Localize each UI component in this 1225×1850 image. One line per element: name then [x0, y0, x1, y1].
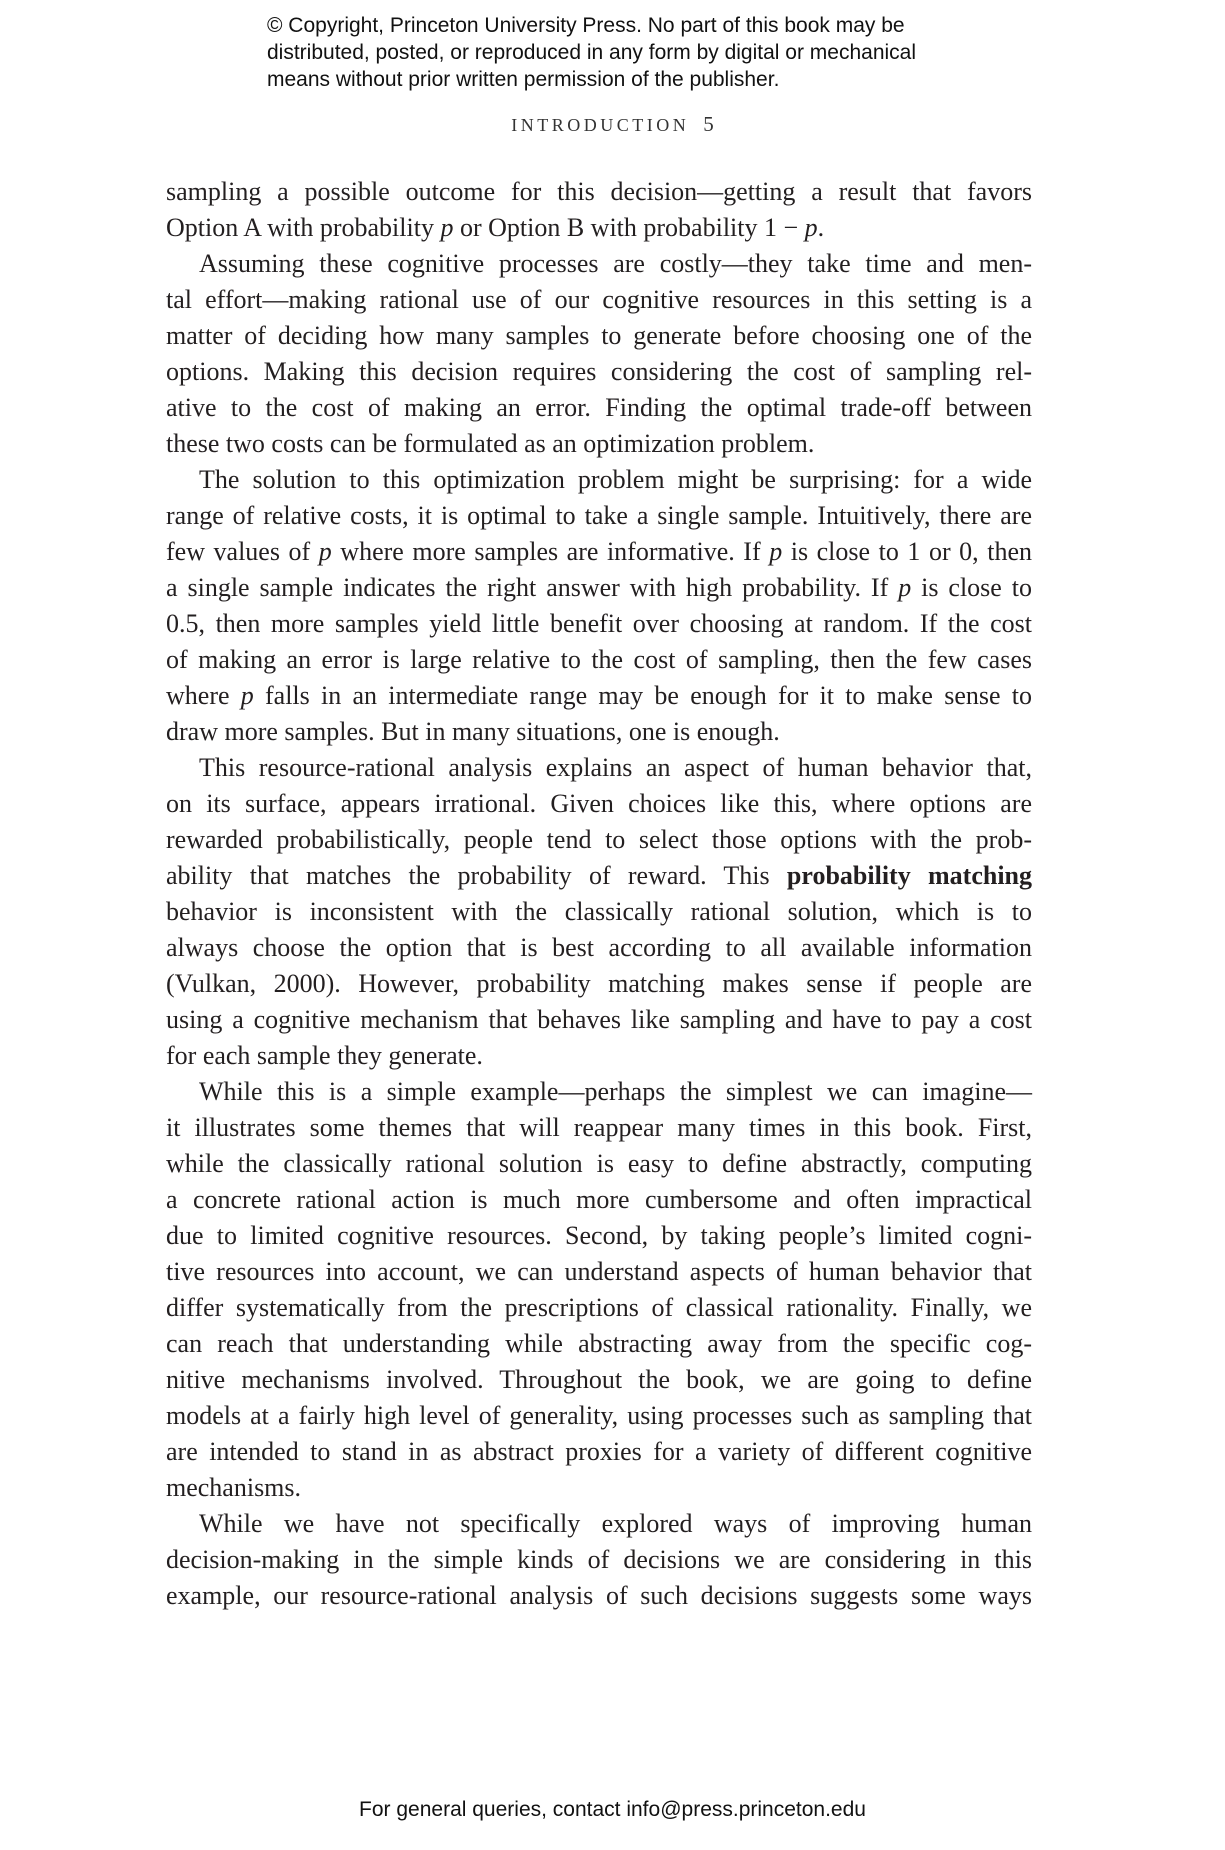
text-run: .: [817, 213, 825, 242]
footer-contact: For general queries, contact info@press.princeton.edu: [359, 1798, 866, 1821]
text-line: [166, 390, 1032, 426]
text-run: ability that matches the probability of reward. This: [166, 861, 787, 890]
text-line: [166, 1542, 1032, 1578]
text-run: are intended to stand in as abstract proxies for a variety of different cognitive: [166, 1437, 1032, 1466]
text-line: [166, 1506, 1032, 1542]
text-run: a single sample indicates the right answer with high probability. If: [166, 573, 899, 602]
key-term: probability matching: [786, 861, 1032, 890]
text-run: decision-making in the simple kinds of decisions we are considering in this: [166, 1545, 1032, 1574]
paragraph: [166, 1506, 1032, 1614]
text-line: [166, 1254, 1032, 1290]
math-variable: p: [769, 537, 783, 566]
text-run: these two costs can be formulated as an optimization problem.: [166, 429, 815, 458]
text-line: [166, 858, 1032, 894]
text-run: rewarded probabilistically, people tend to select those options with the prob-: [166, 825, 1032, 854]
text-line: [166, 1146, 1032, 1182]
running-head: [0, 112, 1225, 137]
text-line: [166, 1578, 1032, 1614]
text-run: behavior is inconsistent with the classically rational solution, which is to: [166, 897, 1032, 926]
text-line: [166, 750, 1032, 786]
text-run: While we have not specifically explored ways of improving human: [199, 1509, 1032, 1538]
text-run: few values of: [166, 537, 319, 566]
text-run: is close to 1 or 0, then: [782, 537, 1032, 566]
text-line: [166, 966, 1032, 1002]
text-line: [166, 1290, 1032, 1326]
text-line: [166, 354, 1032, 390]
text-run: matter of deciding how many samples to generate before choosing one of the: [166, 321, 1032, 350]
text-run: Assuming these cognitive processes are costly—they take time and men-: [199, 249, 1032, 278]
text-line: [166, 1470, 1032, 1506]
text-run: options. Making this decision requires considering the cost of sampling rel-: [166, 357, 1032, 386]
paragraph: [166, 246, 1032, 462]
text-line: [166, 534, 1032, 570]
text-line: [166, 462, 1032, 498]
text-run: (Vulkan, 2000). However, probability matching makes sense if people are: [166, 969, 1032, 998]
text-run: due to limited cognitive resources. Second, by taking people’s limited cogni-: [166, 1221, 1032, 1250]
text-run: ative to the cost of making an error. Finding the optimal trade-off between: [166, 393, 1032, 422]
text-run: differ systematically from the prescriptions of classical rationality. Finally, we: [166, 1293, 1032, 1322]
text-run: draw more samples. But in many situations, one is enough.: [166, 717, 780, 746]
text-run: on its surface, appears irrational. Given choices like this, where options are: [166, 789, 1032, 818]
text-line: [166, 642, 1032, 678]
paragraph: [166, 174, 1032, 246]
text-line: [166, 894, 1032, 930]
paragraph: [166, 462, 1032, 750]
text-line: [166, 1110, 1032, 1146]
text-run: example, our resource-rational analysis of such decisions suggests some ways: [166, 1581, 1032, 1610]
text-line: [166, 282, 1032, 318]
text-run: mechanisms.: [166, 1473, 302, 1502]
text-line: [166, 1074, 1032, 1110]
text-run: always choose the option that is best according to all available information: [166, 933, 1032, 962]
text-run: of making an error is large relative to the cost of sampling, then the few cases: [166, 645, 1032, 674]
text-run: range of relative costs, it is optimal to take a single sample. Intuitively, there are: [166, 501, 1032, 530]
text-line: [166, 1182, 1032, 1218]
text-line: [166, 1002, 1032, 1038]
text-line: [166, 930, 1032, 966]
text-run: models at a fairly high level of generality, using processes such as sampling that: [166, 1401, 1032, 1430]
copyright-line: distributed, posted, or reproduced in any form by digital or mechanical: [267, 41, 917, 64]
text-line: [166, 318, 1032, 354]
text-line: [166, 426, 1032, 462]
text-line: [166, 1326, 1032, 1362]
text-line: [166, 174, 1032, 210]
copyright-line: means without prior written permission of the publisher.: [267, 68, 780, 91]
text-run: 0.5, then more samples yield little benefit over choosing at random. If the cost: [166, 609, 1032, 638]
text-run: or Option B with probability 1 −: [453, 213, 805, 242]
copyright-line: © Copyright, Princeton University Press. No part of this book may be: [267, 14, 905, 37]
text-run: The solution to this optimization problem might be surprising: for a wide: [199, 465, 1032, 494]
text-run: This resource-rational analysis explains an aspect of human behavior that,: [199, 753, 1032, 782]
text-run: nitive mechanisms involved. Throughout the book, we are going to define: [166, 1365, 1032, 1394]
math-variable: p: [240, 681, 254, 710]
text-line: [166, 570, 1032, 606]
text-run: tive resources into account, we can understand aspects of human behavior that: [166, 1257, 1032, 1286]
copyright-notice: [267, 12, 916, 93]
text-line: [166, 1038, 1032, 1074]
text-run: using a cognitive mechanism that behaves like sampling and have to pay a cost: [166, 1005, 1032, 1034]
text-run: While this is a simple example—perhaps the simplest we can imagine—: [199, 1077, 1032, 1106]
text-run: it illustrates some themes that will reappear many times in this book. First,: [166, 1113, 1032, 1142]
text-line: [166, 1434, 1032, 1470]
math-variable: p: [898, 573, 912, 602]
text-run: while the classically rational solution is easy to define abstractly, computing: [166, 1149, 1032, 1178]
text-line: [166, 606, 1032, 642]
text-line: [166, 246, 1032, 282]
text-run: where more samples are informative. If: [331, 537, 770, 566]
math-variable: p: [804, 213, 818, 242]
text-run: can reach that understanding while abstracting away from the specific cog-: [166, 1329, 1032, 1358]
paragraph: [166, 1074, 1032, 1506]
body-text: [166, 174, 1032, 1614]
text-run: is close to: [911, 573, 1032, 602]
chapter-title: INTRODUCTION: [511, 115, 690, 135]
text-run: falls in an intermediate range may be enough for it to make sense to: [253, 681, 1032, 710]
math-variable: p: [440, 213, 454, 242]
text-run: for each sample they generate.: [166, 1041, 483, 1070]
paragraph: [166, 750, 1032, 1074]
text-run: sampling a possible outcome for this decision—getting a result that favors: [166, 177, 1032, 206]
text-line: [166, 1218, 1032, 1254]
text-line: [166, 498, 1032, 534]
text-line: [166, 678, 1032, 714]
text-line: [166, 210, 1032, 246]
text-line: [166, 822, 1032, 858]
text-line: [166, 786, 1032, 822]
text-line: [166, 1362, 1032, 1398]
text-run: Option A with probability: [166, 213, 441, 242]
page-number: 5: [703, 112, 714, 136]
text-run: where: [166, 681, 241, 710]
text-run: tal effort—making rational use of our cognitive resources in this setting is a: [166, 285, 1032, 314]
text-line: [166, 714, 1032, 750]
text-run: a concrete rational action is much more cumbersome and often impractical: [166, 1185, 1032, 1214]
math-variable: p: [318, 537, 332, 566]
text-line: [166, 1398, 1032, 1434]
